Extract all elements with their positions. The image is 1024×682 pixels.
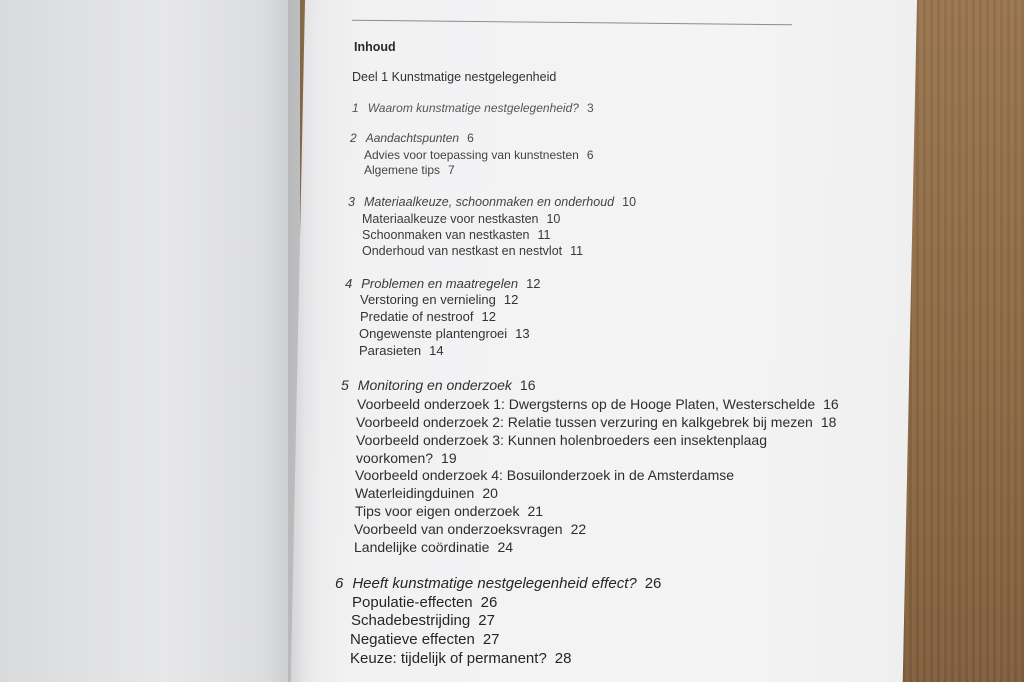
page-number: 27 — [478, 612, 495, 629]
page-number: 11 — [570, 244, 584, 258]
section-title: Keuze: tijdelijk of permanent? — [350, 650, 547, 667]
page-number: 26 — [644, 575, 662, 592]
chapter-3 — [348, 195, 636, 209]
section-title: Ongewenste plantengroei — [359, 326, 508, 341]
section-item — [355, 467, 734, 483]
section-title: Negatieve effecten — [350, 631, 475, 648]
section-item — [354, 521, 586, 537]
chapter-1 — [352, 101, 594, 115]
page-number: 14 — [429, 343, 444, 358]
chapter-title: Problemen en maatregelen — [361, 276, 519, 291]
page-number: 21 — [527, 503, 544, 519]
section-title: Tips voor eigen onderzoek — [355, 503, 520, 519]
chapter-number: 3 — [348, 195, 355, 209]
section-item — [357, 396, 839, 412]
section-title: Predatie of nestroof — [360, 309, 474, 324]
section-item — [364, 148, 594, 162]
section-item-continuation — [356, 450, 457, 466]
section-item — [352, 594, 497, 611]
section-item — [356, 414, 836, 430]
page-number: 16 — [823, 396, 839, 412]
section-title: Onderhoud van nestkast en nestvlot — [362, 244, 563, 258]
chapter-number: 2 — [350, 131, 357, 145]
section-title: Materiaalkeuze voor nestkasten — [362, 212, 539, 226]
section-item — [360, 292, 518, 307]
chapter-title: Heeft kunstmatige nestgelegenheid effect? — [352, 575, 637, 592]
section-item — [364, 163, 455, 177]
section-item — [360, 309, 496, 324]
section-item — [362, 228, 550, 242]
section-title: Populatie-effecten — [352, 594, 473, 611]
page-number: 24 — [497, 539, 514, 555]
chapter-title: Materiaalkeuze, schoonmaken en onderhoud — [363, 195, 615, 209]
section-item — [362, 244, 583, 258]
section-item — [354, 539, 513, 555]
page-number: 6 — [467, 131, 474, 145]
page-number: 12 — [503, 292, 519, 307]
section-title: Voorbeeld onderzoek 1: Dwergsterns op de Hooge Platen, Westerschelde — [357, 396, 816, 412]
section-item — [362, 212, 560, 226]
page-number: 13 — [515, 326, 530, 341]
section-title: Voorbeeld onderzoek 3: Kunnen holenbroeders een insektenplaag — [356, 432, 767, 448]
page-number: 11 — [537, 228, 551, 242]
page-number: 7 — [448, 163, 455, 177]
page-number: 20 — [482, 485, 498, 501]
page-number: 26 — [480, 594, 498, 611]
section-title: voorkomen? — [356, 450, 434, 466]
page-number: 22 — [570, 521, 587, 537]
section-item — [351, 612, 495, 629]
chapter-number: 6 — [335, 575, 344, 592]
section-item — [359, 343, 444, 358]
page-number: 16 — [519, 377, 536, 393]
section-title: Algemene tips — [364, 163, 441, 177]
page-number: 28 — [554, 650, 572, 667]
chapter-6 — [335, 575, 661, 592]
page-number: 10 — [622, 195, 637, 209]
chapter-title: Aandachtspunten — [365, 131, 460, 145]
section-item — [355, 503, 543, 519]
section-title: Verstoring en vernieling — [360, 292, 496, 307]
section-title: Landelijke coördinatie — [354, 539, 490, 555]
section-item — [356, 432, 767, 448]
part-title: Deel 1 Kunstmatige nestgelegenheid — [352, 70, 557, 84]
section-title: Voorbeeld van onderzoeksvragen — [354, 521, 563, 537]
chapter-title: Waarom kunstmatige nestgelegenheid? — [367, 101, 579, 115]
page-number: 6 — [586, 148, 594, 162]
section-item — [350, 650, 571, 667]
toc-title: Inhoud — [354, 40, 396, 54]
page-number: 19 — [441, 450, 457, 466]
page-number: 12 — [481, 309, 496, 324]
section-title: Schadebestrijding — [351, 612, 471, 629]
section-title: Voorbeeld onderzoek 2: Relatie tussen verzuring en kalkgebrek bij mezen — [356, 414, 813, 430]
chapter-title: Monitoring en onderzoek — [357, 377, 512, 393]
chapter-number: 5 — [341, 377, 349, 393]
chapter-2 — [350, 131, 474, 145]
chapter-4 — [345, 276, 541, 291]
section-title: Voorbeeld onderzoek 4: Bosuilonderzoek in de Amsterdamse — [355, 467, 735, 483]
chapter-number: 1 — [352, 101, 359, 115]
section-item — [359, 326, 530, 341]
page-number: 10 — [546, 212, 561, 226]
chapter-number: 4 — [345, 276, 353, 291]
page-number: 3 — [586, 101, 594, 115]
section-item — [350, 631, 500, 648]
section-title: Advies voor toepassing van kunstnesten — [364, 148, 579, 162]
page-number: 12 — [526, 276, 541, 291]
section-title: Parasieten — [359, 343, 422, 358]
chapter-5 — [341, 377, 535, 393]
section-title: Waterleidingduinen — [355, 485, 475, 501]
section-item-continuation — [355, 485, 498, 501]
page-number: 27 — [482, 631, 500, 648]
section-title: Schoonmaken van nestkasten — [362, 228, 530, 242]
page-number: 18 — [820, 414, 837, 430]
